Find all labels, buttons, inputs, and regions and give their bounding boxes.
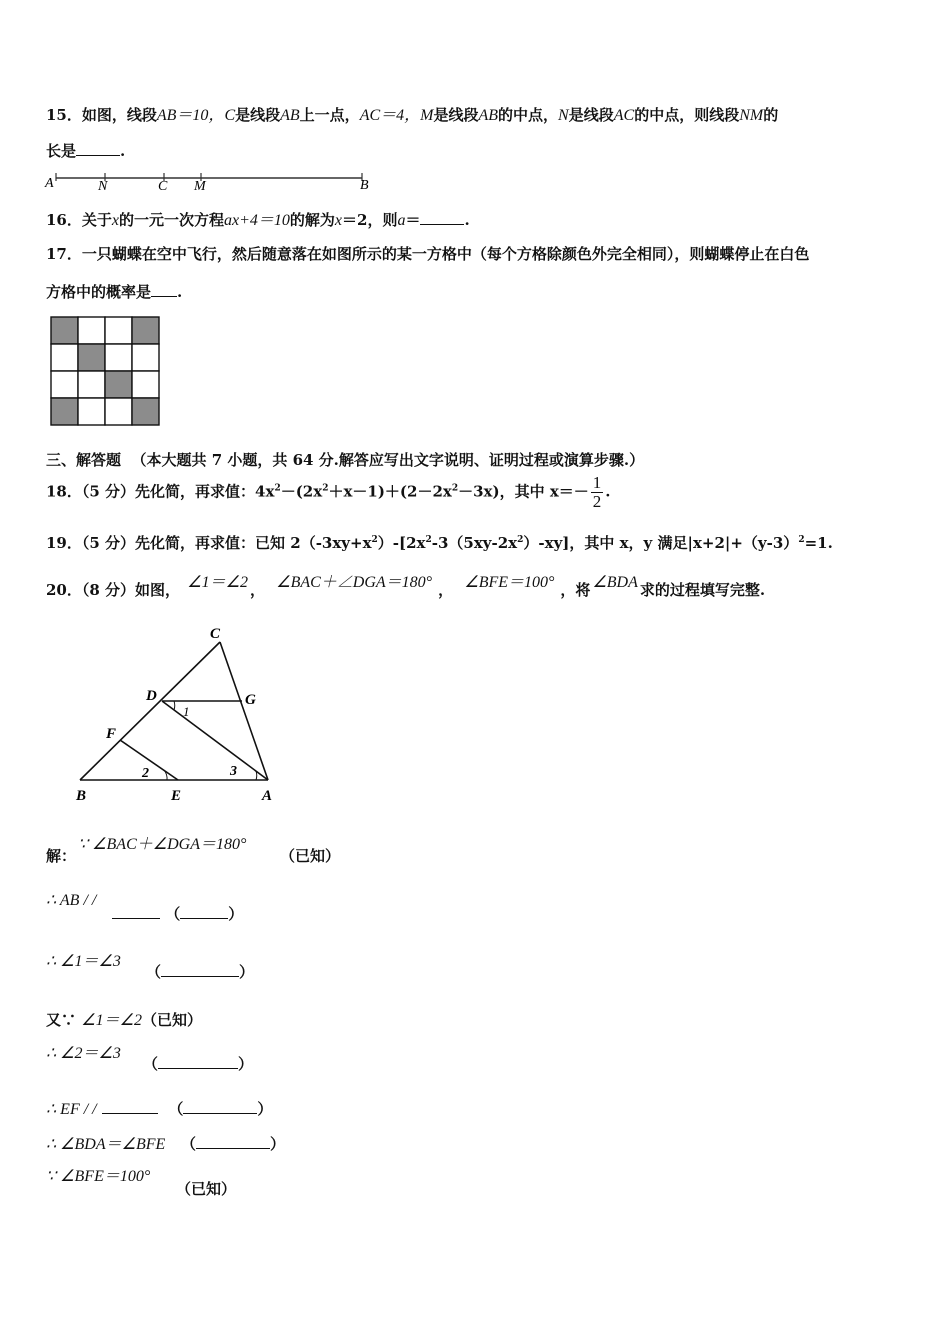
grid-cell-white	[78, 371, 105, 398]
angle3-arc	[256, 771, 257, 780]
q18-line: 18．（5 分）先化简，再求值：$4x^2-(2x^2+x-1)+(2-2x^2-3x)$，其中 x＝－ $\frac{1}{2}$ .	[46, 473, 611, 511]
sol-jie: 解：	[46, 847, 77, 865]
sol-step6-reason-blank[interactable]	[183, 1099, 257, 1114]
q19-line: 19．（5 分）先化简，再求值：已知 $2(-3xy+x^2)-[2x^2-3(5xy-2x^2)-xy]$，其中 x，y 满足$|x+2|+(y-3)^2=1$.	[46, 534, 833, 552]
grid-cell-gray	[132, 398, 159, 425]
q20-target: ∠BDA	[592, 574, 638, 591]
q15-segment-figure	[44, 168, 384, 194]
grid-cell-white	[105, 317, 132, 344]
sol-step1-expr: ∵ ∠BAC＋∠DGA＝180°	[78, 836, 247, 853]
sol-step2-blanks: （ ）	[112, 903, 243, 924]
q17-line2: 方格中的概率是 .	[46, 283, 183, 301]
edge-ca	[220, 642, 268, 780]
grid-cell-white	[105, 398, 132, 425]
q16-line: 16．关于x的一元一次方程ax+4＝10的解为x＝2，则a＝ .	[46, 211, 470, 229]
angle1-arc	[174, 701, 175, 710]
sol-step8-expr: ∵ ∠BFE＝100°	[46, 1168, 151, 1185]
sol-step7-reason-blank[interactable]	[196, 1134, 270, 1149]
vertex-label-a: A	[262, 788, 273, 804]
point-label-b: B	[360, 178, 369, 193]
grid-cell-white	[132, 371, 159, 398]
q17-answer-blank[interactable]	[151, 282, 177, 297]
sol-step6-blank[interactable]	[102, 1099, 158, 1114]
q17-grid-figure	[50, 316, 162, 429]
q20-line: 20．（8 分）如图， ∠1＝∠2 ， ∠BAC＋∠DGA＝180° ， ∠BFE＝100° ，将 ∠BDA 求的过程填写完整.	[46, 574, 766, 599]
section3-desc: （本大题共 7 小题，共 64 分.解答应写出文字说明、证明过程或演算步骤.）	[131, 451, 645, 469]
sol-step2-blank[interactable]	[112, 904, 160, 919]
q16-equation: ax+4＝10	[224, 212, 290, 229]
sol-step5-expr: ∴ ∠2＝∠3	[46, 1045, 121, 1062]
section3-heading	[46, 449, 644, 470]
vertex-label-f: F	[106, 726, 117, 742]
edge-fe	[120, 740, 178, 780]
sol-step6: ∴ EF / / （ ）	[46, 1100, 273, 1118]
angle-label-2: 2	[142, 766, 149, 781]
vertex-label-d: D	[146, 688, 157, 704]
sol-step8-reason: （已知）	[176, 1180, 237, 1198]
sol-step7: ∴ ∠BDA＝∠BFE （ ）	[46, 1135, 285, 1153]
q15-answer-blank[interactable]	[76, 141, 120, 156]
point-label-n: N	[98, 179, 108, 194]
sol-step3-expr: ∴ ∠1＝∠3	[46, 953, 121, 970]
sol-step4: 又∵ ∠1＝∠2（已知）	[46, 1011, 202, 1029]
q15-line1: 15．如图，线段AB＝10，C是线段AB上一点，AC＝4，M是线段AB的中点，N是线段AC的中点，则线段NM的	[46, 106, 779, 124]
grid-cell-gray	[132, 317, 159, 344]
vertex-label-b: B	[76, 788, 87, 804]
grid-cell-white	[51, 371, 78, 398]
vertex-label-e: E	[171, 788, 182, 804]
point-label-a: A	[45, 176, 54, 191]
angle-label-3: 3	[230, 764, 237, 779]
q17-line1: 17．一只蝴蝶在空中飞行，然后随意落在如图所示的某一方格中（每个方格除颜色外完全相同），则蝴蝶停止在白色	[46, 245, 810, 263]
grid-cell-white	[105, 344, 132, 371]
edge-bc	[80, 642, 220, 780]
q15-ab-eq: AB＝10，	[156, 107, 225, 124]
sol-step5-reason-blank[interactable]	[158, 1054, 238, 1069]
sol-step2-reason-blank[interactable]	[180, 904, 228, 919]
grid-cell-gray	[78, 344, 105, 371]
q18-fraction: $\frac{1}{2}$	[592, 473, 602, 511]
q15-c: C	[224, 107, 236, 124]
section3-title: 三、解答题	[46, 451, 122, 469]
angle-label-1: 1	[183, 704, 190, 719]
grid-cell-white	[78, 398, 105, 425]
q20-cond3: ∠BFE＝100°	[464, 574, 555, 591]
q20-triangle-figure	[70, 620, 290, 810]
q20-cond2: ∠BAC＋∠DGA＝180°	[276, 574, 433, 591]
grid-cell-gray	[51, 317, 78, 344]
point-label-c: C	[158, 179, 168, 194]
sol-step2-expr: ∴ AB / /	[46, 892, 97, 909]
grid-cell-white	[132, 344, 159, 371]
grid-cell-white	[51, 344, 78, 371]
q16-answer-blank[interactable]	[420, 210, 464, 225]
sol-step3-reason-blank[interactable]	[161, 962, 239, 977]
sol-step3-blanks: （ ）	[146, 963, 255, 981]
sol-step1-reason: （已知）	[280, 847, 341, 865]
sol-step5-blanks: （ ）	[143, 1055, 254, 1073]
vertex-label-c: C	[210, 626, 221, 642]
vertex-label-g: G	[245, 692, 256, 708]
edge-da	[162, 701, 268, 780]
grid-cell-white	[78, 317, 105, 344]
q15-text: 15．如图，线段	[46, 106, 157, 124]
q20-cond1: ∠1＝∠2	[187, 574, 248, 591]
point-label-m: M	[194, 179, 206, 194]
q15-line2: 长是 .	[46, 142, 126, 160]
grid-cell-gray	[105, 371, 132, 398]
grid-cell-gray	[51, 398, 78, 425]
